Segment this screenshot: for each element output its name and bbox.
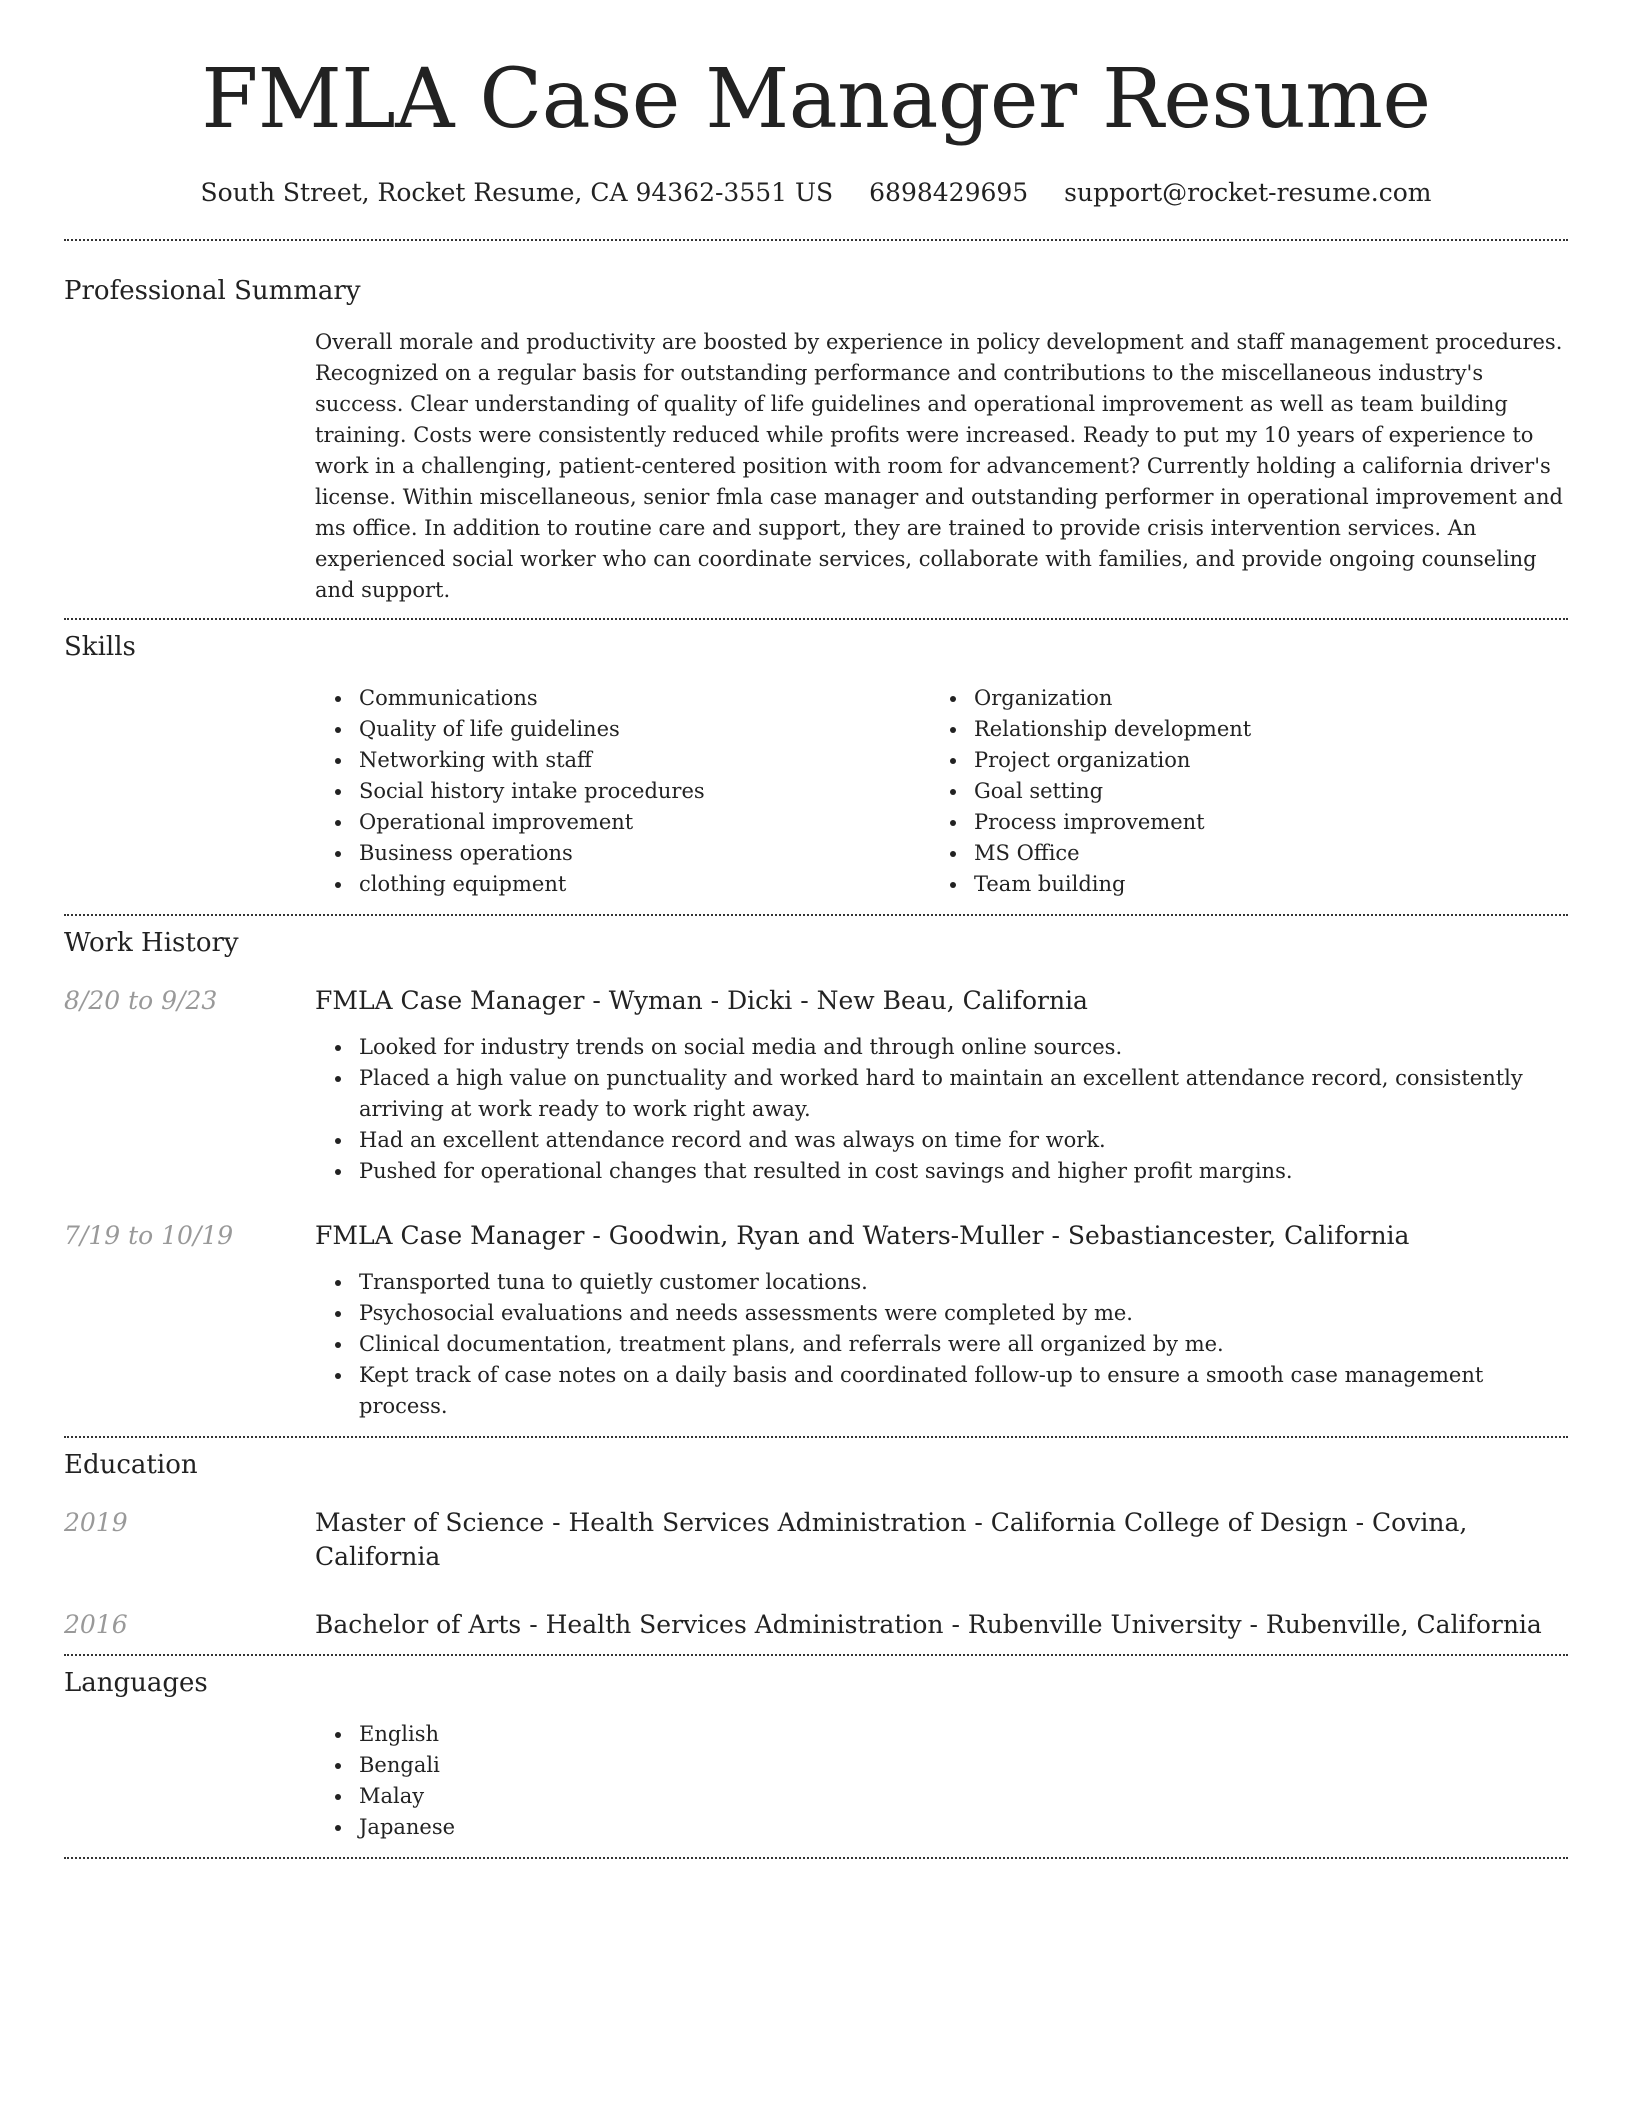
job-bullets — [315, 1267, 1568, 1422]
education-year: 2016 — [64, 1610, 128, 1639]
section-divider — [64, 1857, 1568, 1859]
list-item: clothing equipment — [315, 869, 930, 900]
skills-heading: Skills — [64, 632, 136, 662]
section-divider — [64, 239, 1568, 241]
list-item: Bengali — [315, 1750, 1568, 1781]
job-bullets — [315, 1032, 1568, 1187]
job-title: FMLA Case Manager - Goodwin, Ryan and Waters-Muller - Sebastiancester, California — [315, 1221, 1410, 1250]
education-title: Bachelor of Arts - Health Services Administration - Rubenville University - Rubenville, California — [315, 1610, 1542, 1639]
list-item: Project organization — [930, 745, 1545, 776]
skills-list-right — [930, 683, 1545, 900]
list-item: Psychosocial evaluations and needs assessments were completed by me. — [315, 1298, 1568, 1329]
work-section — [64, 926, 1568, 1422]
list-item: Team building — [930, 869, 1545, 900]
list-item: Looked for industry trends on social media and through online sources. — [315, 1032, 1568, 1063]
section-divider — [64, 914, 1568, 916]
contact-email: support@rocket-resume.com — [1064, 178, 1432, 207]
education-entry — [64, 1506, 1568, 1574]
list-item: Relationship development — [930, 714, 1545, 745]
summary-section — [64, 274, 1568, 606]
list-item: Pushed for operational changes that resulted in cost savings and higher profit margins. — [315, 1156, 1568, 1187]
list-item: Placed a high value on punctuality and worked hard to maintain an excellent attendance record, consistently arriving at work ready to work right away. — [315, 1063, 1568, 1125]
list-item: Kept track of case notes on a daily basis and coordinated follow-up to ensure a smooth case management process. — [315, 1360, 1568, 1422]
contact-address: South Street, Rocket Resume, CA 94362-3551 US — [200, 178, 834, 207]
education-entry — [64, 1608, 1568, 1642]
languages-list — [315, 1719, 1568, 1843]
list-item: Organization — [930, 683, 1545, 714]
section-divider — [64, 1654, 1568, 1656]
list-item: Process improvement — [930, 807, 1545, 838]
list-item: Japanese — [315, 1812, 1568, 1843]
job-dates: 8/20 to 9/23 — [64, 986, 218, 1015]
work-heading: Work History — [64, 928, 239, 958]
list-item: English — [315, 1719, 1568, 1750]
languages-section — [64, 1666, 1568, 1843]
section-divider — [64, 1436, 1568, 1438]
list-item: Networking with staff — [315, 745, 930, 776]
education-section — [64, 1448, 1568, 1642]
page-title: FMLA Case Manager Resume — [201, 52, 1431, 147]
list-item: Clinical documentation, treatment plans, and referrals were all organized by me. — [315, 1329, 1568, 1360]
job-entry — [64, 1219, 1568, 1422]
summary-heading: Professional Summary — [64, 276, 361, 306]
summary-text: Overall morale and productivity are boosted by experience in policy development and staff management procedures. Recognized on a regular basis for outstanding performance and contributions to the miscellaneous industry's success. Clear understanding of quality of life guidelines and operational improvement as well as team building training. Costs were consistently reduced while profits were increased. Ready to put my 10 years of experience to work in a challenging, patient-centered position with room for advancement? Currently holding a california driver's license. Within miscellaneous, senior fmla case manager and outstanding performer in operational improvement and ms office. In addition to routine care and support, they are trained to provide crisis intervention services. An experienced social worker who can coordinate services, collaborate with families, and provide ongoing counseling and support. — [315, 330, 1563, 602]
resume-page — [64, 0, 1568, 1859]
list-item: Had an excellent attendance record and was always on time for work. — [315, 1125, 1568, 1156]
list-item: Business operations — [315, 838, 930, 869]
job-entry — [64, 984, 1568, 1187]
job-dates: 7/19 to 10/19 — [64, 1221, 234, 1250]
list-item: MS Office — [930, 838, 1545, 869]
resume-header — [64, 0, 1568, 210]
education-heading: Education — [64, 1450, 198, 1480]
contact-line — [64, 176, 1568, 210]
list-item: Malay — [315, 1781, 1568, 1812]
skills-section — [64, 630, 1568, 900]
list-item: Communications — [315, 683, 930, 714]
list-item: Quality of life guidelines — [315, 714, 930, 745]
languages-heading: Languages — [64, 1668, 208, 1698]
section-divider — [64, 618, 1568, 620]
list-item: Goal setting — [930, 776, 1545, 807]
list-item: Social history intake procedures — [315, 776, 930, 807]
contact-phone: 6898429695 — [869, 178, 1029, 207]
education-year: 2019 — [64, 1508, 128, 1537]
education-title: Master of Science - Health Services Administration - California College of Design - Covina, California — [315, 1508, 1468, 1571]
skills-list-left — [315, 683, 930, 900]
list-item: Operational improvement — [315, 807, 930, 838]
list-item: Transported tuna to quietly customer locations. — [315, 1267, 1568, 1298]
job-title: FMLA Case Manager - Wyman - Dicki - New Beau, California — [315, 986, 1088, 1015]
